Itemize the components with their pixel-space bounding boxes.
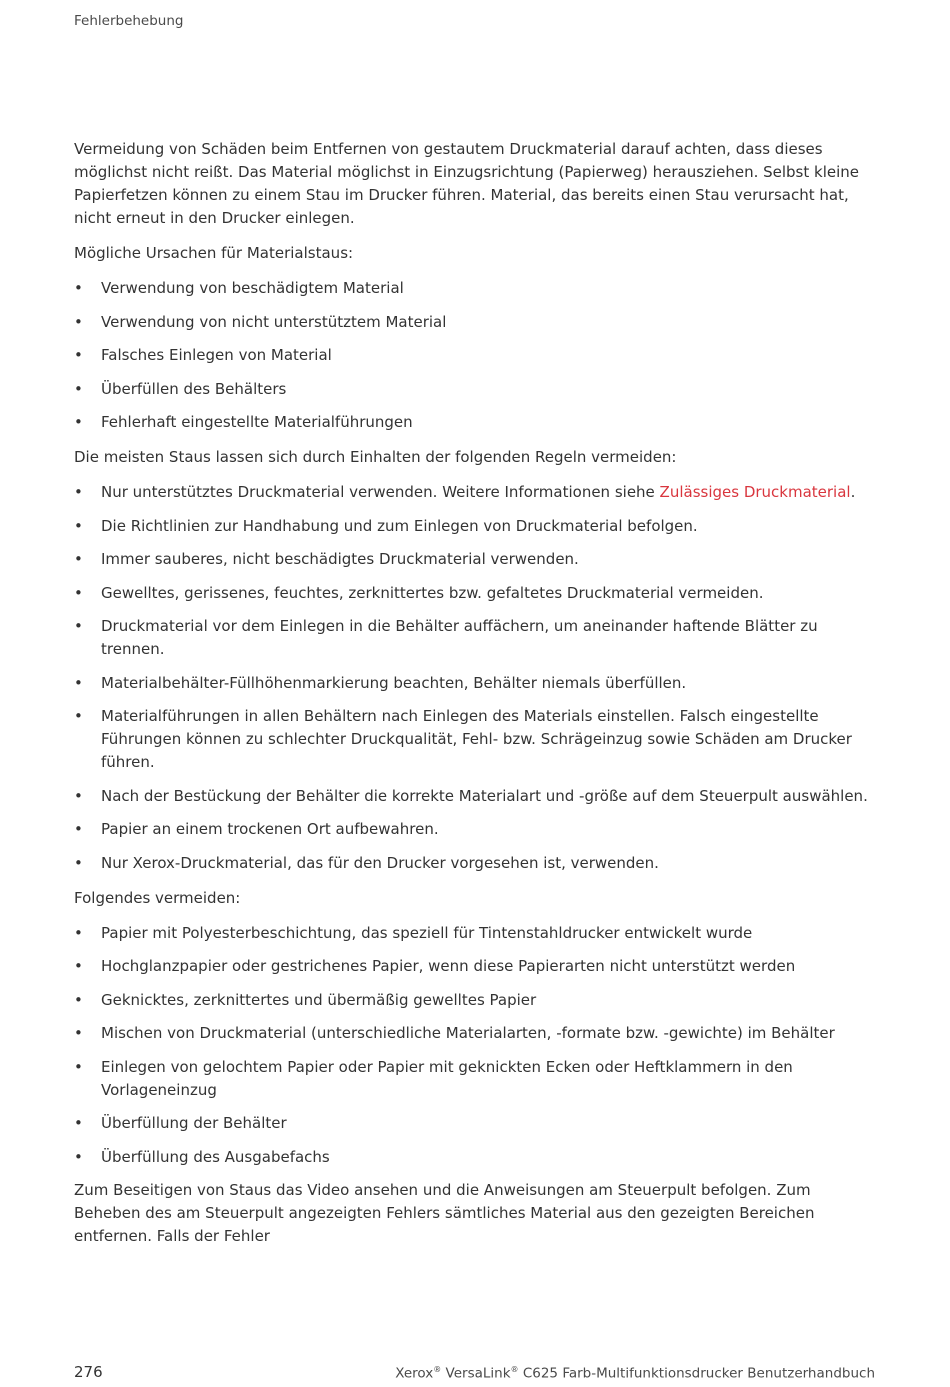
- bullet-icon: •: [74, 853, 83, 872]
- causes-heading: Mögliche Ursachen für Materialstaus:: [74, 244, 354, 262]
- bullet-icon: •: [74, 346, 83, 364]
- rules-heading: Die meisten Staus lassen sich durch Einhalten der folgenden Regeln vermeiden:: [74, 448, 677, 466]
- bullet-icon: •: [74, 617, 83, 635]
- bullet-icon: •: [74, 673, 83, 692]
- bullet-icon: •: [74, 820, 83, 838]
- footer-document-title: Xerox® VersaLink® C625 Farb-Multifunktionsdrucker Benutzerhandbuch: [395, 1365, 875, 1382]
- bullet-icon: •: [74, 550, 83, 568]
- list-item: • Nur unterstütztes Druckmaterial verwenden. Weitere Informationen siehe Zulässiges Druckmaterial.: [74, 481, 876, 504]
- list-item: • Die Richtlinien zur Handhabung und zum Einlegen von Druckmaterial befolgen.: [74, 515, 876, 538]
- bullet-icon: •: [74, 279, 83, 297]
- bullet-icon: •: [74, 990, 83, 1009]
- list-item: • Überfüllung des Ausgabefachs: [74, 1146, 876, 1169]
- running-header: Fehlerbehebung: [74, 13, 184, 29]
- list-item: • Nur Xerox-Druckmaterial, das für den Drucker vorgesehen ist, verwenden.: [74, 852, 876, 875]
- list-item: • Materialbehälter-Füllhöhenmarkierung beachten, Behälter niemals überfüllen.: [74, 672, 876, 695]
- bullet-icon: •: [74, 413, 83, 431]
- intro-paragraph: Vermeidung von Schäden beim Entfernen von gestautem Druckmaterial darauf achten, dass dieses möglichst nicht reißt. Das Material möglichst in Einzugsrichtung (Papierweg) herausziehen. Selbst kleine Papierfetzen können zu einem Stau im Drucker führen. Material, das bereits einen Stau verursacht hat, nicht erneut in den Drucker einlegen.: [74, 140, 860, 227]
- page-number: 276: [74, 1363, 103, 1381]
- bullet-icon: •: [74, 1114, 83, 1132]
- list-item: • Einlegen von gelochtem Papier oder Papier mit geknickten Ecken oder Heftklammern in den Vorlageneinzug: [74, 1057, 793, 1099]
- list-item: • Geknicktes, zerknittertes und übermäßig gewelltes Papier: [74, 989, 876, 1012]
- list-item: • Hochglanzpapier oder gestrichenes Papier, wenn diese Papierarten nicht unterstützt werden: [74, 955, 876, 978]
- list-item: • Falsches Einlegen von Material: [74, 344, 876, 367]
- bullet-icon: •: [74, 1024, 83, 1042]
- bullet-icon: •: [74, 707, 83, 725]
- supported-media-link[interactable]: Zulässiges Druckmaterial: [659, 483, 851, 501]
- list-item: • Materialführungen in allen Behältern nach Einlegen des Materials einstellen. Falsch eingestellte Führungen können zu schlechter Druckqualität, Fehl- bzw. Schrägeinzug sowie Schäden am Drucker führen.: [74, 707, 852, 771]
- list-item: • Mischen von Druckmaterial (unterschiedliche Materialarten, -formate bzw. -gewichte) im Behälter: [74, 1022, 876, 1045]
- list-item: • Papier an einem trockenen Ort aufbewahren.: [74, 818, 876, 841]
- bullet-icon: •: [74, 516, 83, 535]
- bullet-icon: •: [74, 786, 83, 805]
- bullet-icon: •: [74, 957, 83, 975]
- bullet-icon: •: [74, 312, 83, 331]
- bullet-icon: •: [74, 1147, 83, 1166]
- bullet-icon: •: [74, 483, 83, 501]
- list-item: • Überfüllen des Behälters: [74, 378, 876, 401]
- list-item: • Überfüllung der Behälter: [74, 1112, 876, 1135]
- page-content: [74, 138, 876, 1181]
- rules-list: [74, 481, 876, 875]
- list-item: • Verwendung von beschädigtem Material: [74, 277, 876, 300]
- list-item: • Fehlerhaft eingestellte Materialführungen: [74, 411, 876, 434]
- bullet-icon: •: [74, 923, 83, 942]
- bullet-icon: •: [74, 379, 83, 398]
- list-item: • Papier mit Polyesterbeschichtung, das speziell für Tintenstahldrucker entwickelt wurde: [74, 922, 876, 945]
- jam-clearing-paragraph: Zum Beseitigen von Staus das Video ansehen und die Anweisungen am Steuerpult befolgen. Zum Beheben des am Steuerpult angezeigten Fehlers sämtliches Material aus den gezeigten Bereichen entfernen. Falls der Fehler: [74, 1181, 815, 1245]
- causes-list: [74, 277, 876, 434]
- bullet-icon: •: [74, 583, 83, 602]
- avoid-heading: Folgendes vermeiden:: [74, 888, 241, 907]
- list-item: • Gewelltes, gerissenes, feuchtes, zerknittertes bzw. gefaltetes Druckmaterial vermeiden.: [74, 582, 876, 605]
- list-item: • Immer sauberes, nicht beschädigtes Druckmaterial verwenden.: [74, 548, 876, 571]
- list-item: • Druckmaterial vor dem Einlegen in die Behälter auffächern, um aneinander haftende Blätter zu trennen.: [74, 617, 818, 658]
- avoid-list: [74, 922, 876, 1169]
- bullet-icon: •: [74, 1057, 83, 1076]
- list-item: • Nach der Bestückung der Behälter die korrekte Materialart und -größe auf dem Steuerpult auswählen.: [74, 785, 876, 808]
- list-item: • Verwendung von nicht unterstütztem Material: [74, 311, 876, 334]
